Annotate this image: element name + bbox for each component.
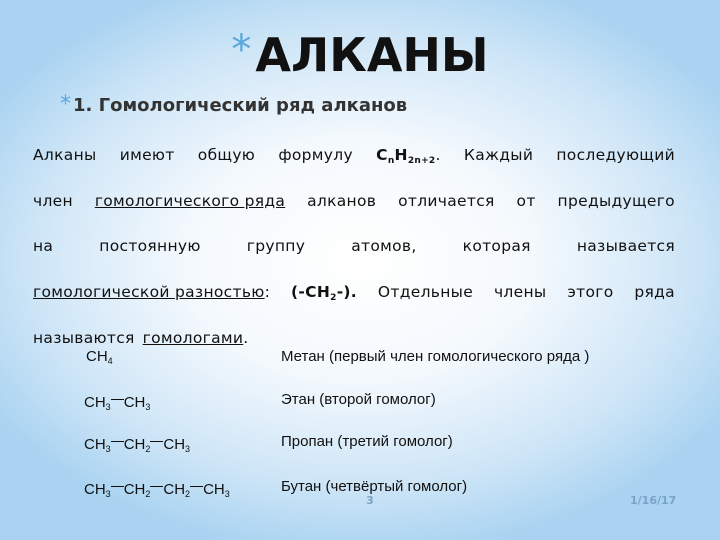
slide-date: 1/16/17 [630,494,677,507]
single-bond-line [111,440,124,449]
single-bond-line [190,485,203,494]
page-number: 3 [366,494,374,507]
paragraph-line-3: на постоянную группу атомов, которая называется [33,237,675,255]
paragraph-line-5: называются гомологами. [33,329,249,347]
single-bond-line [111,485,124,494]
homolog-name-ethane: Этан (второй гомолог) [281,391,436,408]
slide-subtitle: * 1. Гомологический ряд алканов [60,92,408,117]
asterisk-bullet-icon: * [231,27,252,73]
homolog-name-butane: Бутан (четвёртый гомолог) [281,478,468,495]
homologous-series-link[interactable]: гомологического ряда [94,192,286,210]
homologous-difference-link[interactable]: гомологической разностью [33,283,265,301]
slide-title: *АЛКАНЫ [231,27,489,82]
single-bond-line [150,485,163,494]
homolog-name-methane: Метан (первый член гомологического ряда ) [281,348,590,365]
formula-propane: $CH_3$ $CH_2$ $CH_3$ [84,436,191,454]
single-bond-line [150,440,163,449]
formula-butane: $CH_3$ $CH_2$ $CH_2$ $CH_3$ [84,481,230,499]
homolog-name-propane: Пропан (третий гомолог) [281,433,453,450]
paragraph-line-1: Алканы имеют общую формулу $C_nH_{2n+2}$. Каждый последующий [33,146,675,166]
homologs-link[interactable]: гомологами [142,329,244,347]
general-formula: $C_nH_{2n+2}$. [376,146,441,166]
formula-methane: $CH_4$ [86,348,113,366]
paragraph-line-4: гомологической разностью: $(-CH_2-)$. Отдельные члены этого ряда [33,283,675,303]
asterisk-bullet-icon: * [60,92,71,117]
methylene-group: $(-CH_2-)$. [291,283,357,303]
single-bond-line [111,398,124,407]
paragraph-line-2: член гомологического ряда алканов отличается от предыдущего [33,192,675,210]
formula-ethane: $CH_3$ $CH_3$ [84,394,151,412]
